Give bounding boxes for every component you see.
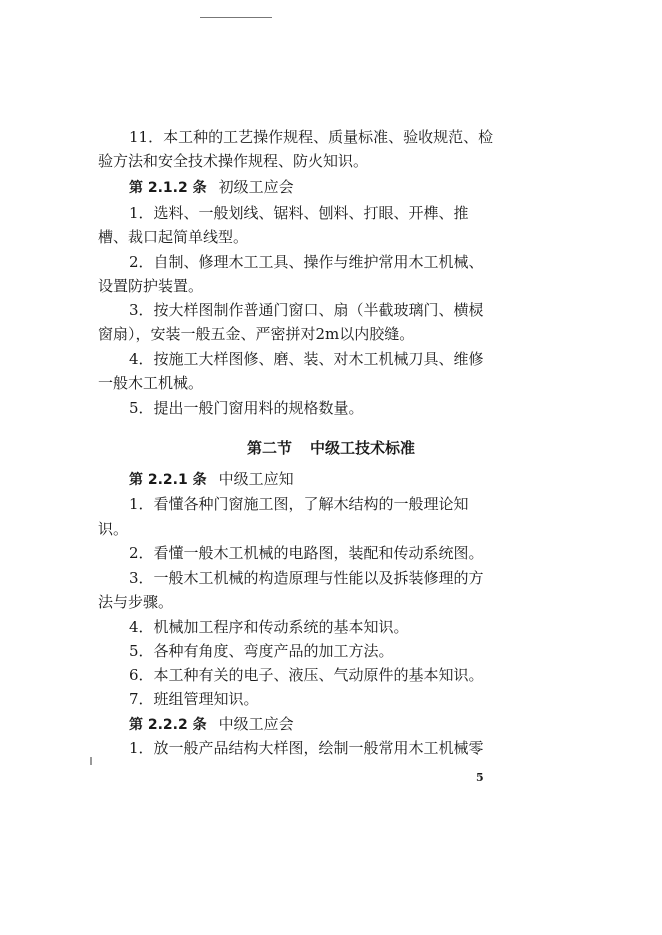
text-line: 槽、裁口起简单线型。 xyxy=(98,228,249,246)
text-line: 窗扇），安装一般五金、严密拼对2m以内胶缝。 xyxy=(98,325,415,343)
text-line: 1．看懂各种门窗施工图，了解木结构的一般理论知 xyxy=(129,495,469,513)
clause-number: 第 2.2.1 条 xyxy=(129,472,207,488)
scan-artifact xyxy=(90,757,92,765)
clause-heading xyxy=(129,715,294,734)
text-line: 3．一般木工机械的构造原理与性能以及拆装修理的方 xyxy=(129,569,484,587)
text-line: 6．本工种有关的电子、液压、气动原件的基本知识。 xyxy=(129,666,484,684)
text-line: 2．自制、修理木工工具、操作与维护常用木工机械、 xyxy=(129,253,484,271)
clause-title: 初级工应会 xyxy=(218,178,294,196)
text-line: 一般木工机械。 xyxy=(98,374,204,392)
section-title xyxy=(0,437,662,458)
text-line: 3．按大样图制作普通门窗口、扇（半截玻璃门、横棂 xyxy=(129,301,484,319)
clause-number: 第 2.2.2 条 xyxy=(129,717,207,733)
clause-heading xyxy=(129,470,294,489)
text-line: 5．各种有角度、弯度产品的加工方法。 xyxy=(129,642,394,660)
text-line: 4．按施工大样图修、磨、装、对木工机械刀具、维修 xyxy=(129,350,484,368)
text-line: 5．提出一般门窗用料的规格数量。 xyxy=(129,399,364,417)
header-rule xyxy=(200,17,272,18)
section-heading: 中级工技术标准 xyxy=(310,439,416,457)
text-line: 识。 xyxy=(98,520,129,538)
text-line: 4．机械加工程序和传动系统的基本知识。 xyxy=(129,618,409,636)
clause-number: 第 2.1.2 条 xyxy=(129,180,207,196)
clause-title: 中级工应知 xyxy=(218,470,294,488)
text-line: 7．班组管理知识。 xyxy=(129,690,259,708)
text-line: 验方法和安全技术操作规程、防火知识。 xyxy=(98,152,369,170)
text-line: 1．放一般产品结构大样图，绘制一般常用木工机械零 xyxy=(129,739,484,757)
clause-heading xyxy=(129,178,294,197)
clause-title: 中级工应会 xyxy=(218,715,294,733)
text-line: 设置防护装置。 xyxy=(98,277,204,295)
section-label: 第二节 xyxy=(246,439,292,457)
text-line: 11．本工种的工艺操作规程、质量标准、验收规范、检 xyxy=(129,128,494,146)
text-line: 2．看懂一般木工机械的电路图，装配和传动系统图。 xyxy=(129,544,484,562)
text-line: 法与步骤。 xyxy=(98,593,174,611)
page-number: 5 xyxy=(476,771,484,784)
text-line: 1．选料、一般划线、锯料、刨料、打眼、开榫、推 xyxy=(129,204,469,222)
